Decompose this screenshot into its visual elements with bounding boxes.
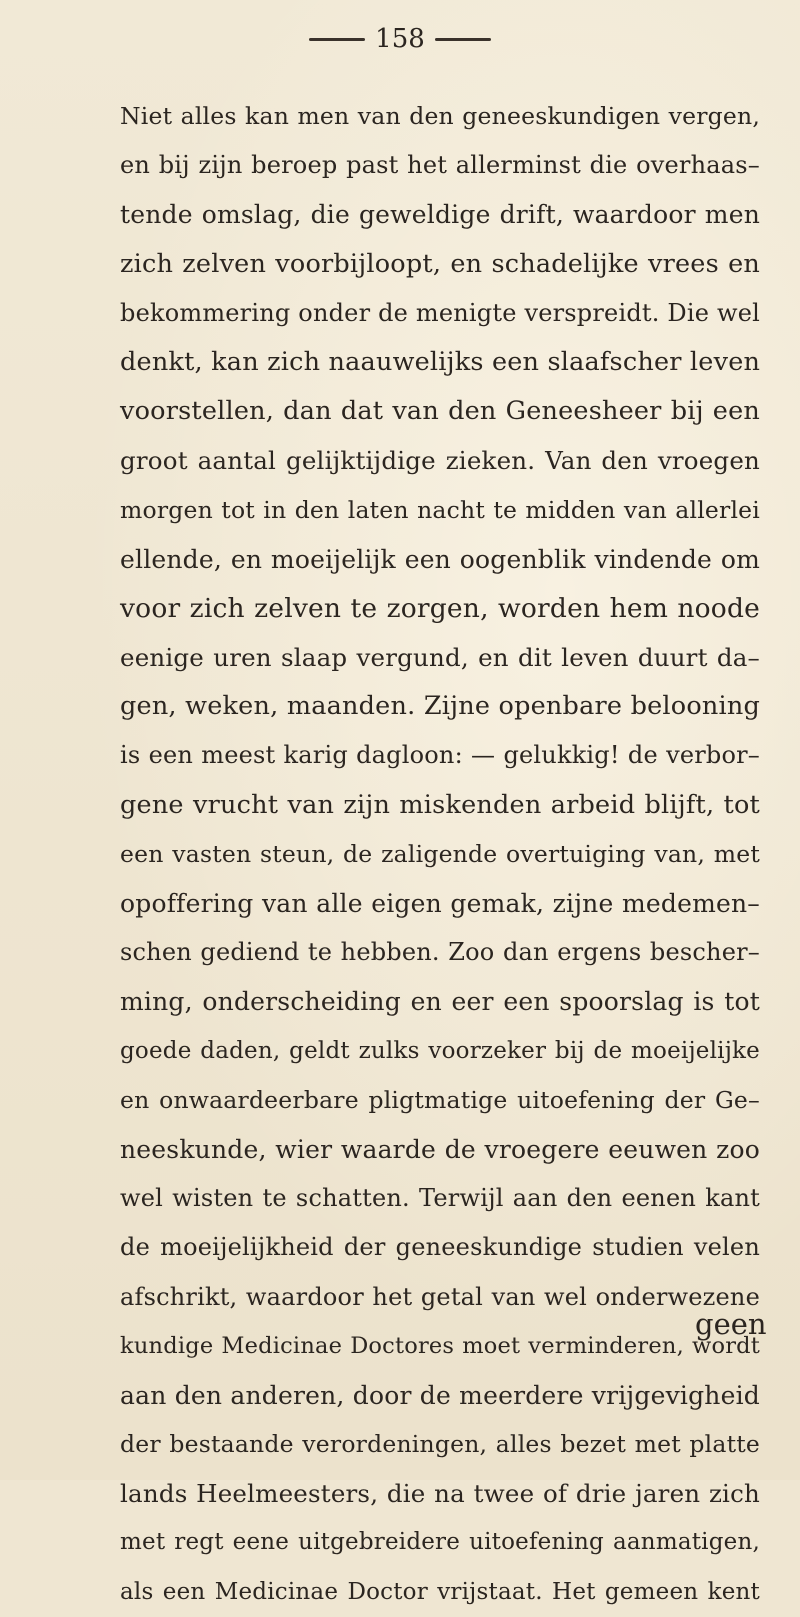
page-number: 158	[375, 24, 425, 54]
text-line: gene vrucht van zijn miskenden arbeid blijft, tot	[120, 789, 760, 820]
text-line: is een meest karig dagloon: — gelukkig! de verbor–	[120, 741, 760, 770]
text-line: aan den anderen, door de meerdere vrijgevigheid	[120, 1380, 760, 1410]
text-line: kundige Medicinae Doctores moet verminderen, wordt	[120, 1332, 760, 1359]
text-line: ellende, en moeijelijk een oogenblik vindende om	[120, 544, 760, 574]
body-text	[120, 92, 760, 1617]
text-line: tende omslag, die geweldige drift, waardoor men	[120, 200, 760, 230]
text-line: denkt, kan zich naauwelijks een slaafscher leven	[120, 346, 761, 377]
text-line: als een Medicinae Doctor vrijstaat. Het gemeen kent	[120, 1578, 760, 1605]
text-line: ming, onderscheiding en eer een spoorslag is tot	[120, 987, 760, 1017]
text-line: eenige uren slaap vergund, en dit leven duurt da–	[120, 643, 760, 673]
page-header	[0, 24, 800, 54]
text-line: groot aantal gelijktijdige zieken. Van den vroegen	[120, 446, 760, 476]
text-line: Niet alles kan men van den geneeskundigen vergen,	[120, 102, 760, 130]
text-line: lands Heelmeesters, die na twee of drie jaren zich	[120, 1479, 760, 1509]
text-line: voorstellen, dan dat van den Geneesheer bij een	[120, 396, 760, 427]
text-line: goede daden, geldt zulks voorzeker bij de moeijelijke	[120, 1037, 760, 1064]
text-line: en onwaardeerbare pligtmatige uitoefening der Ge–	[120, 1085, 760, 1114]
header-rule-right	[435, 38, 491, 41]
text-line: schen gediend te hebben. Zoo dan ergens bescher–	[120, 938, 760, 967]
text-line: zich zelven voorbijloopt, en schadelijke vrees en	[120, 248, 760, 279]
text-line: wel wisten te schatten. Terwijl aan den eenen kant	[120, 1184, 760, 1213]
text-line: opoffering van alle eigen gemak, zijne medemen–	[120, 889, 760, 918]
text-line: afschrikt, waardoor het getal van wel onderwezene	[120, 1282, 760, 1311]
header-rule-left	[309, 38, 365, 41]
text-line: bekommering onder de menigte verspreidt. Die wel	[120, 298, 760, 327]
text-line: de moeijelijkheid der geneeskundige studien velen	[120, 1233, 760, 1262]
text-line: een vasten steun, de zaligende overtuiging van, met	[120, 839, 760, 868]
text-line: en bij zijn beroep past het allerminst die overhaas–	[120, 151, 760, 180]
text-line: gen, weken, maanden. Zijne openbare belooning	[120, 691, 760, 722]
text-line: der bestaande verordeningen, alles bezet met platte	[120, 1430, 760, 1459]
text-line: voor zich zelven te zorgen, worden hem noode	[120, 592, 760, 624]
text-line: neeskunde, wier waarde de vroegere eeuwen zoo	[120, 1134, 760, 1164]
text-line: met regt eene uitgebreidere uitoefening aanmatigen,	[120, 1529, 760, 1556]
text-line: morgen tot in den laten nacht te midden van allerlei	[120, 495, 760, 524]
catchword: geen	[695, 1307, 767, 1341]
